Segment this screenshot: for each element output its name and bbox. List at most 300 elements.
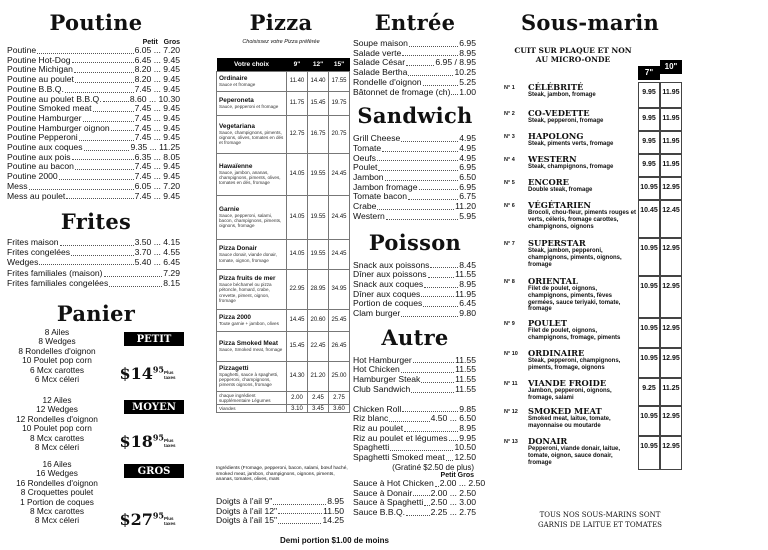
item-name: Frites maison	[7, 237, 59, 248]
extra-price-15: 2.75	[329, 391, 350, 404]
pizza-desc: Sauce donair, viande donair, tomate, oignon, fromage	[219, 252, 277, 263]
item-price: 6.50	[459, 172, 476, 183]
sub-price-10: 11.95	[660, 154, 682, 177]
panier-size-badge: MOYEN	[124, 400, 184, 414]
dots	[104, 269, 163, 277]
poutine-list	[0, 46, 192, 201]
sousmarin-item	[490, 154, 690, 177]
dots	[75, 75, 134, 83]
item-name: Western	[353, 210, 385, 221]
sousmarin-item	[490, 108, 690, 131]
dots	[37, 46, 133, 54]
pizza-price-15: 19.75	[329, 91, 350, 115]
pizza-price-15: 24.45	[329, 239, 350, 269]
dots	[430, 261, 458, 269]
item-name: Snack aux coques	[353, 278, 424, 289]
sub-price-10: 12.95	[660, 276, 682, 318]
panier-price	[119, 510, 176, 529]
pizza-price-9: 14.45	[287, 309, 308, 331]
item-name: Poutine au poulet B.B.Q.	[7, 93, 102, 104]
dots	[435, 479, 439, 487]
col-gros: Gros	[163, 39, 180, 46]
doigts-list	[216, 497, 344, 526]
panier-item: 8 Croquettes poulet	[20, 487, 94, 498]
dots	[411, 385, 454, 393]
sub-price-10: 12.95	[660, 318, 682, 348]
dots	[278, 516, 321, 524]
item-price: 1.00	[459, 86, 476, 97]
item-name: Riz blanc	[353, 413, 389, 424]
pizza-extra-label	[217, 391, 287, 404]
sub-name: ORDINAIRE	[528, 348, 585, 358]
price-dollars: $14	[119, 364, 153, 383]
pizza-name: Garnie	[219, 205, 240, 213]
item-name: Frites congelées	[7, 246, 71, 257]
sub-name: DONAIR	[528, 436, 568, 446]
sousmarin-subtitle: CUIT SUR PLAQUE ET NON AU MICRO-ONDE	[514, 46, 632, 64]
sub-name: VIANDE FROIDE	[528, 378, 607, 388]
dots	[59, 172, 134, 180]
pizza-price-9: 14.05	[287, 153, 308, 195]
pizza-row	[217, 309, 350, 331]
dots	[408, 68, 453, 76]
item-price: 5.95	[459, 210, 476, 221]
pizza-price-12: 14.40	[308, 71, 329, 91]
sub-price-7: 10.95	[638, 348, 660, 378]
item-price: 8.45	[459, 259, 476, 270]
pizza-name-cell	[217, 71, 287, 91]
pizza-price-9: 11.75	[287, 91, 308, 115]
item-price: 11.20	[455, 201, 476, 212]
sub-name: HAPOLONG	[528, 131, 584, 141]
item-name: Poutine au bacon	[7, 161, 74, 172]
pizza-name-cell	[217, 269, 287, 309]
sub-price-7: 10.95	[638, 276, 660, 318]
sandwich-list	[350, 128, 480, 221]
panier-price	[119, 432, 176, 451]
sub-desc: Smoked meat, laitue, tomate, mayonnaise ou moutarde	[528, 416, 611, 429]
sub-name: WESTERN	[528, 154, 577, 164]
sub-name: VÉGÉTARIEN	[528, 200, 592, 210]
sub-number: N° 11	[504, 381, 518, 387]
sub-desc: Pepperoni, viande donair, laitue, tomate, oignon, sauce donair, fromage	[528, 446, 621, 466]
panier-item: 6 Mcx céleri	[34, 374, 80, 385]
dots	[109, 279, 162, 287]
item-name: Wedges	[7, 256, 39, 267]
panier-item: 8 Mcx carottes	[30, 432, 84, 443]
item-name: Poulet	[353, 162, 378, 173]
item-name: Sauce à Hot Chicken	[353, 477, 434, 488]
pizza-title: Pizza	[249, 10, 313, 35]
item-name: Frites familiales (maison)	[7, 268, 103, 279]
pizza-name: Pizza fruits de mer	[219, 275, 276, 283]
panier-size-badge: PETIT	[124, 332, 184, 346]
pizza-name-cell	[217, 153, 287, 195]
dots	[60, 238, 134, 246]
extra-price-12: 2.45	[308, 391, 329, 404]
poisson-item	[353, 309, 476, 319]
pizza-subtitle: Choisissez votre Pizza préférée	[242, 39, 320, 45]
sub-number: N° 3	[504, 134, 515, 140]
item-name: Crabe	[353, 201, 377, 212]
sousmarin-title: Sous-marin	[520, 10, 660, 35]
dots	[413, 489, 429, 497]
pizza-price-9: 14.05	[287, 239, 308, 269]
sub-desc: Filet de poulet, oignons, champignons, piments, fèves germées, sauce teriyaki, tomate, fromage	[528, 286, 621, 313]
item-price: 7.45 ... 9.45	[134, 161, 180, 172]
pizza-price-15: 20.75	[329, 115, 350, 153]
sub-price-7: 9.25	[638, 378, 660, 406]
sub-desc: Jambon, pepperoni, oignons, fromage, salami	[528, 388, 612, 401]
dots	[66, 192, 133, 200]
sub-number: N° 8	[504, 279, 515, 285]
pizza-price-15: 24.45	[329, 195, 350, 239]
panier-items	[8, 328, 106, 384]
pizza-name: Pizza 2000	[219, 313, 251, 321]
sub-price-7: 9.95	[638, 154, 660, 177]
dots	[103, 95, 129, 103]
panier-item: 8 Rondelles d'oignon	[18, 345, 96, 356]
item-price: 5.40 ... 6.45	[134, 256, 180, 267]
sousmarin-item	[490, 238, 690, 276]
item-name: Poutine	[7, 45, 37, 55]
column-poutine	[0, 0, 192, 550]
price-cents: 95	[152, 432, 164, 443]
dots	[413, 356, 454, 364]
item-name: Tomate	[353, 142, 382, 153]
panier-items	[8, 396, 106, 452]
pizza-name: Pizza Smoked Meat	[219, 339, 278, 347]
dots	[83, 114, 134, 122]
sub-desc: Filet de poulet, oignons, champignons, fromage, piments	[528, 328, 621, 341]
price-dollars: $18	[119, 432, 153, 451]
sub-number: N° 9	[504, 321, 515, 327]
item-price: 9.80	[459, 308, 476, 319]
dots	[419, 183, 459, 191]
item-price: 2.00 ... 2.50	[430, 487, 476, 498]
panier-item: 16 Wedges	[36, 468, 78, 479]
item-price: 8.20 ... 9.45	[134, 64, 180, 75]
sousmarin-item	[490, 348, 690, 378]
sub-desc: Steak, jambon, fromage	[528, 92, 596, 98]
sub-name: CO-VEDETTE	[528, 108, 590, 118]
panier-item: 1 Portion de coques	[20, 496, 94, 507]
item-price: 6.45	[459, 298, 476, 309]
item-price: 3.50 ... 4.15	[134, 237, 180, 248]
price-cents: 95	[152, 510, 164, 521]
panier-item: 6 Mcx carottes	[30, 364, 84, 375]
sub-price-7: 10.95	[638, 406, 660, 436]
pizza-row	[217, 331, 350, 361]
sub-name: POULET	[528, 318, 568, 328]
item-price: 6.05 ... 7.20	[134, 180, 180, 191]
sub-price-10: 12.95	[660, 238, 682, 276]
pizza-name-cell	[217, 361, 287, 391]
item-price: 9.85	[459, 403, 476, 414]
sousmarin-item	[490, 82, 690, 108]
panier-item: 8 Mcx céleri	[34, 442, 80, 453]
pizza-price-12: 19.55	[308, 239, 329, 269]
extra-price-9: 2.00	[287, 391, 308, 404]
panier-title: Panier	[56, 300, 136, 326]
sub-name: ENCORE	[528, 177, 569, 187]
dots	[404, 424, 458, 432]
pizza-col-9: 9"	[287, 58, 308, 71]
poutine-item	[7, 192, 180, 202]
autre-item	[353, 385, 476, 395]
sousmarin-item	[490, 276, 690, 318]
item-name: Jambon	[353, 172, 384, 183]
sub-price-10: 12.95	[660, 348, 682, 378]
item-price: 7.45 ... 9.45	[134, 83, 180, 94]
sousmarin-item	[490, 436, 690, 470]
dots	[273, 497, 326, 505]
dots	[408, 192, 458, 200]
pizza-price-15: 26.45	[329, 331, 350, 361]
panier-items	[8, 460, 106, 526]
dots	[39, 258, 133, 266]
panier-price	[119, 364, 176, 383]
item-price: 3.70 ... 4.55	[134, 246, 180, 257]
item-price: 11.55	[455, 269, 476, 280]
dots	[72, 56, 134, 64]
sousmarin-item	[490, 131, 690, 154]
item-name: Soupe maison	[353, 38, 408, 48]
sub-price-7: 10.95	[638, 318, 660, 348]
dots	[446, 453, 454, 461]
item-price: 8.95	[327, 496, 344, 506]
dots	[74, 65, 134, 73]
sub-price-10: 12.95	[660, 406, 682, 436]
panier-item: 10 Poulet pop corn	[22, 355, 92, 366]
item-name: Dîner aux coques	[353, 288, 421, 299]
item-name: Club Sandwich	[353, 383, 411, 394]
poutine-title: Poutine	[49, 10, 143, 35]
item-price: 8.15	[163, 278, 180, 289]
col-petit: Petit	[142, 39, 158, 46]
pizza-name-cell	[217, 115, 287, 153]
dots	[385, 173, 459, 181]
dots	[424, 280, 458, 288]
sauce-list	[350, 477, 486, 518]
sub-name: SMOKED MEAT	[528, 406, 602, 416]
item-price: 7.45 ... 9.45	[134, 171, 180, 182]
item-name: Hot Hamburger	[353, 354, 412, 365]
item-name: Frites familiales congelées	[7, 278, 109, 289]
autre-title: Autre	[381, 324, 449, 350]
item-price: 6.95	[459, 181, 476, 192]
pizza-price-9: 12.75	[287, 115, 308, 153]
frites-family-list	[0, 267, 192, 288]
dots	[278, 507, 322, 515]
dots	[451, 88, 458, 96]
pizza-price-12: 28.95	[308, 269, 329, 309]
pizza-row	[217, 195, 350, 239]
sub-price-10: 12.95	[660, 177, 682, 200]
panier-item: 12 Wedges	[36, 404, 78, 415]
item-name: Sauce B.B.Q.	[353, 506, 406, 517]
item-price: 7.45 ... 9.45	[134, 122, 180, 133]
item-name: Dîner aux poissons	[353, 269, 427, 280]
dots	[378, 163, 458, 171]
pizza-price-12: 15.45	[308, 91, 329, 115]
sub-number: N° 5	[504, 180, 515, 186]
item-name: Jambon fromage	[353, 181, 418, 192]
poisson-list	[350, 255, 480, 319]
item-name: Salade César	[353, 57, 406, 68]
sub-desc: Steak, pepperoni, fromage	[528, 118, 604, 124]
dots	[389, 414, 429, 422]
item-name: Grill Cheese	[353, 133, 401, 144]
item-name: Bâtonnet de fromage (ch)	[353, 86, 451, 97]
item-name: Clam burger	[353, 308, 401, 319]
item-price: 9.95	[459, 432, 476, 443]
gratine-note: (Gratiné $2.50 de plus)	[392, 462, 474, 472]
dots	[111, 124, 134, 132]
dots	[79, 133, 134, 141]
item-price: 6.35 ... 8.05	[134, 151, 180, 162]
panier-item: 8 Mcx céleri	[34, 515, 80, 526]
pizza-price-12: 22.45	[308, 331, 329, 361]
item-price: 8.95	[459, 278, 476, 289]
item-price: 6.95	[459, 38, 476, 48]
pizza-desc: Toute garnie + jambon, olives	[219, 320, 279, 326]
item-price: 2.00 ... 2.50	[439, 477, 486, 488]
sub-price-7: 9.95	[638, 131, 660, 154]
panier-gros	[4, 460, 190, 536]
frites-list	[0, 234, 192, 267]
pizza-name-cell	[217, 91, 287, 115]
item-name: Snack aux poissons	[353, 259, 430, 270]
item-price: 11.55	[455, 374, 476, 385]
sub-number: N° 13	[504, 439, 518, 445]
doigts-item	[216, 516, 344, 526]
pizza-row	[217, 361, 350, 391]
sub-number: N° 6	[504, 203, 515, 209]
panier-item: 8 Mcx carottes	[30, 506, 84, 517]
item-name: Rondelle d'oignon	[353, 76, 422, 87]
sub-number: N° 1	[504, 85, 515, 91]
pizza-price-9: 14.05	[287, 195, 308, 239]
dots	[72, 153, 134, 161]
item-price: 6.95	[459, 162, 476, 173]
sub-price-7: 10.95	[638, 436, 660, 470]
panier-item: 12 Ailes	[42, 395, 72, 405]
sub-number: N° 7	[504, 241, 515, 247]
item-name: Mess	[7, 180, 28, 191]
panier-moyen	[4, 396, 190, 456]
pizza-row	[217, 115, 350, 153]
sousmarin-footer-2: GARNIS DE LAITUE ET TOMATES	[538, 521, 662, 529]
sousmarin-footer-1: TOUS NOS SOUS-MARINS SONT	[539, 511, 661, 519]
pizza-desc: Sauce béchamel ou pizza pétoncle, homard, crabe, crevette, piment, oignon, fromage	[219, 282, 272, 303]
sub-price-10: 12.95	[660, 436, 682, 470]
pizza-footer-note: Demi portion $1.00 de moins	[280, 536, 389, 545]
pizza-price-9: 15.45	[287, 331, 308, 361]
sub-desc: Brocoli, chou-fleur, piments rouges et verts, céleris, fromage carottes, champignons, oignons	[528, 210, 637, 230]
sousmarin-col-10: 10"	[660, 60, 682, 74]
item-price: 4.95	[459, 142, 476, 153]
pizza-col-12: 12"	[308, 58, 329, 71]
pizza-desc: Spaghetti, sauce à spaghetti, pepperoni, champignons, piments oignons, fromage	[219, 371, 279, 388]
pizza-name-cell	[217, 239, 287, 269]
poisson-title: Poisson	[368, 229, 462, 255]
frites-item	[7, 258, 180, 268]
price-taxes: Plus taxes	[164, 438, 176, 448]
sub-desc: Steak, pepperoni, champignons, piments, fromage, oignons	[528, 358, 621, 371]
item-name: Poutine aux pois	[7, 151, 71, 162]
dots	[424, 498, 429, 506]
pizza-col-15: 15"	[329, 58, 350, 71]
pizza-row	[217, 71, 350, 91]
item-name: Sauce à Donair	[353, 487, 413, 498]
item-price: 7.45 ... 9.45	[134, 103, 180, 114]
item-name: Portion de coques	[353, 298, 423, 309]
pizza-name: Pizzagetti	[219, 364, 249, 372]
price-taxes: Plus taxes	[164, 516, 176, 526]
item-price: 8.20 ... 9.45	[134, 74, 180, 85]
item-name: Chicken Roll	[353, 403, 402, 414]
item-name: Poutine B.B.Q.	[7, 83, 64, 94]
pizza-extra-row	[217, 404, 350, 412]
sub-name: CÉLÉBRITÉ	[528, 82, 584, 92]
item-price: 7.45 ... 9.45	[134, 132, 180, 143]
panier-item: 16 Rondelles d'oignon	[16, 477, 98, 488]
item-price: 9.35 ... 11.25	[130, 142, 180, 153]
extra-label: Viandes	[219, 405, 236, 411]
column-entree	[350, 0, 486, 550]
pizza-price-12: 20.60	[308, 309, 329, 331]
pizza-desc: Sauce et fromage	[219, 81, 256, 87]
sauce-item	[353, 508, 476, 518]
panier-item: 16 Ailes	[42, 459, 72, 469]
pizza-name: Vegetariana	[219, 122, 255, 130]
pizza-price-9: 11.40	[287, 71, 308, 91]
panier-item: 8 Ailes	[44, 327, 70, 337]
sub-price-7: 10.95	[638, 177, 660, 200]
dots	[421, 375, 454, 383]
pizza-row	[217, 91, 350, 115]
pizza-ingredients-note: Ingrédients (Fromage, pepperoni, bacon, salami, bœuf haché, smoked meat, jambon, champignons, oignons, piments, ananas, tomates, olives, maïs	[216, 466, 348, 483]
pizza-price-15: 25.45	[329, 309, 350, 331]
item-price: 11.55	[455, 364, 476, 375]
item-name: Poutine aux coques	[7, 142, 83, 153]
extra-price-15: 3.60	[329, 404, 350, 412]
sousmarin-item	[490, 378, 690, 406]
item-price: 8.60 ... 10.30	[129, 93, 180, 104]
sub-number: N° 12	[504, 409, 518, 415]
dots	[65, 85, 134, 93]
item-price: 8.95	[459, 47, 476, 58]
item-price: 7.29	[163, 268, 180, 279]
pizza-price-12: 19.55	[308, 153, 329, 195]
column-sous-marin	[490, 0, 768, 550]
item-name: Poutine Hamburger oignon	[7, 122, 110, 133]
sub-desc: Steak, champignons, fromage	[528, 164, 614, 170]
item-name: Sauce à Spaghetti	[353, 497, 424, 508]
item-price: 6.05 ... 7.20	[134, 45, 180, 55]
item-price: 5.25	[459, 76, 476, 87]
dots	[423, 299, 458, 307]
sauce-size-header: Petit Gros	[440, 471, 474, 479]
panier-item: 12 Rondelles d'oignon	[16, 413, 98, 424]
pizza-desc: Sauce, Smoked meat, fromage	[219, 346, 283, 352]
dots	[382, 144, 458, 152]
item-name: Salade verte	[353, 47, 402, 58]
item-price: 7.45 ... 9.45	[134, 190, 180, 201]
item-name: Poutine Hamburger	[7, 112, 82, 123]
sub-number: N° 10	[504, 351, 518, 357]
